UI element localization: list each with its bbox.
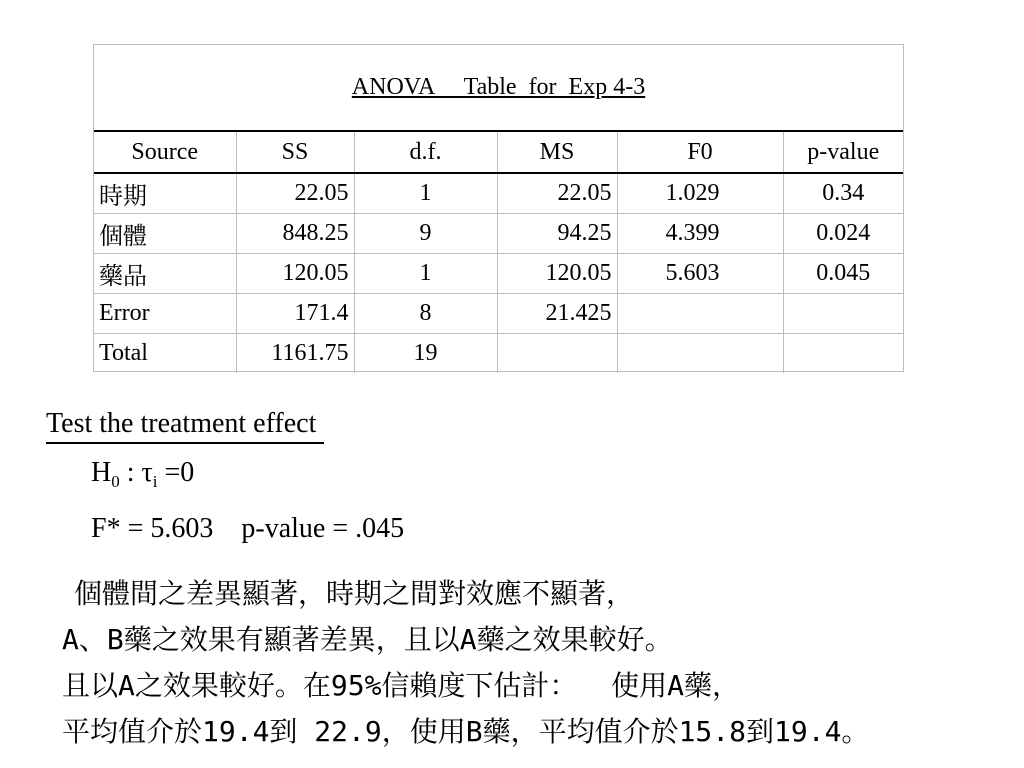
cell-p-value <box>783 333 903 373</box>
table-row <box>94 333 903 373</box>
test-statistic-line: F* = 5.603 p-value = .045 <box>91 513 405 544</box>
cell-df: 19 <box>354 333 497 373</box>
cell-ms: 120.05 <box>497 253 617 293</box>
table-row <box>94 253 903 293</box>
table-row <box>94 293 903 333</box>
column-header-source: Source <box>94 132 236 173</box>
cell-p-value <box>783 293 903 333</box>
cell-ss: 1161.75 <box>236 333 354 373</box>
cell-df: 1 <box>354 253 497 293</box>
cell-source: 藥品 <box>94 253 236 293</box>
test-heading: Test the treatment effect <box>46 408 324 444</box>
column-header-f0: F0 <box>617 132 783 173</box>
cell-f0 <box>617 333 783 373</box>
column-header-df: d.f. <box>354 132 497 173</box>
table-header-row <box>94 132 903 173</box>
conclusion-line-3: 且以A之效果較好。在95%信賴度下估計： 使用A藥， <box>62 669 741 702</box>
cell-p-value: 0.045 <box>783 253 903 293</box>
cell-f0: 5.603 <box>617 253 783 293</box>
cell-ms: 21.425 <box>497 293 617 333</box>
conclusion-line-2: A、B藥之效果有顯著差異，且以A藥之效果較好。 <box>62 623 673 656</box>
cell-p-value: 0.024 <box>783 213 903 253</box>
cell-f0: 1.029 <box>617 173 783 213</box>
cell-ss: 848.25 <box>236 213 354 253</box>
hypothesis-equals: =0 <box>157 457 195 488</box>
hypothesis-subscript-0: 0 <box>111 472 120 491</box>
hypothesis-subscript-i: i <box>152 472 158 491</box>
cell-f0: 4.399 <box>617 213 783 253</box>
cell-df: 9 <box>354 213 497 253</box>
cell-source: 個體 <box>94 213 236 253</box>
cell-ss: 22.05 <box>236 173 354 213</box>
hypothesis-tau: : τ <box>119 457 153 488</box>
cell-source: 時期 <box>94 173 236 213</box>
cell-ms <box>497 333 617 373</box>
null-hypothesis <box>91 457 194 492</box>
column-header-ms: MS <box>497 132 617 173</box>
anova-table <box>94 132 903 373</box>
cell-ss: 171.4 <box>236 293 354 333</box>
hypothesis-h: H <box>91 457 112 488</box>
cell-df: 1 <box>354 173 497 213</box>
anova-table-title: ANOVA Table for Exp 4-3 <box>94 45 903 132</box>
cell-f0 <box>617 293 783 333</box>
anova-table-container <box>93 44 904 372</box>
column-header-p-value: p-value <box>783 132 903 173</box>
cell-ms: 22.05 <box>497 173 617 213</box>
cell-ms: 94.25 <box>497 213 617 253</box>
cell-df: 8 <box>354 293 497 333</box>
conclusion-line-1: 個體間之差異顯著，時期之間對效應不顯著， <box>74 577 635 610</box>
table-row <box>94 173 903 213</box>
table-row <box>94 213 903 253</box>
cell-source: Error <box>94 293 236 333</box>
column-header-ss: SS <box>236 132 354 173</box>
cell-ss: 120.05 <box>236 253 354 293</box>
conclusion-line-4: 平均值介於19.4到 22.9，使用B藥，平均值介於15.8到19.4。 <box>62 715 870 748</box>
cell-source: Total <box>94 333 236 373</box>
cell-p-value: 0.34 <box>783 173 903 213</box>
